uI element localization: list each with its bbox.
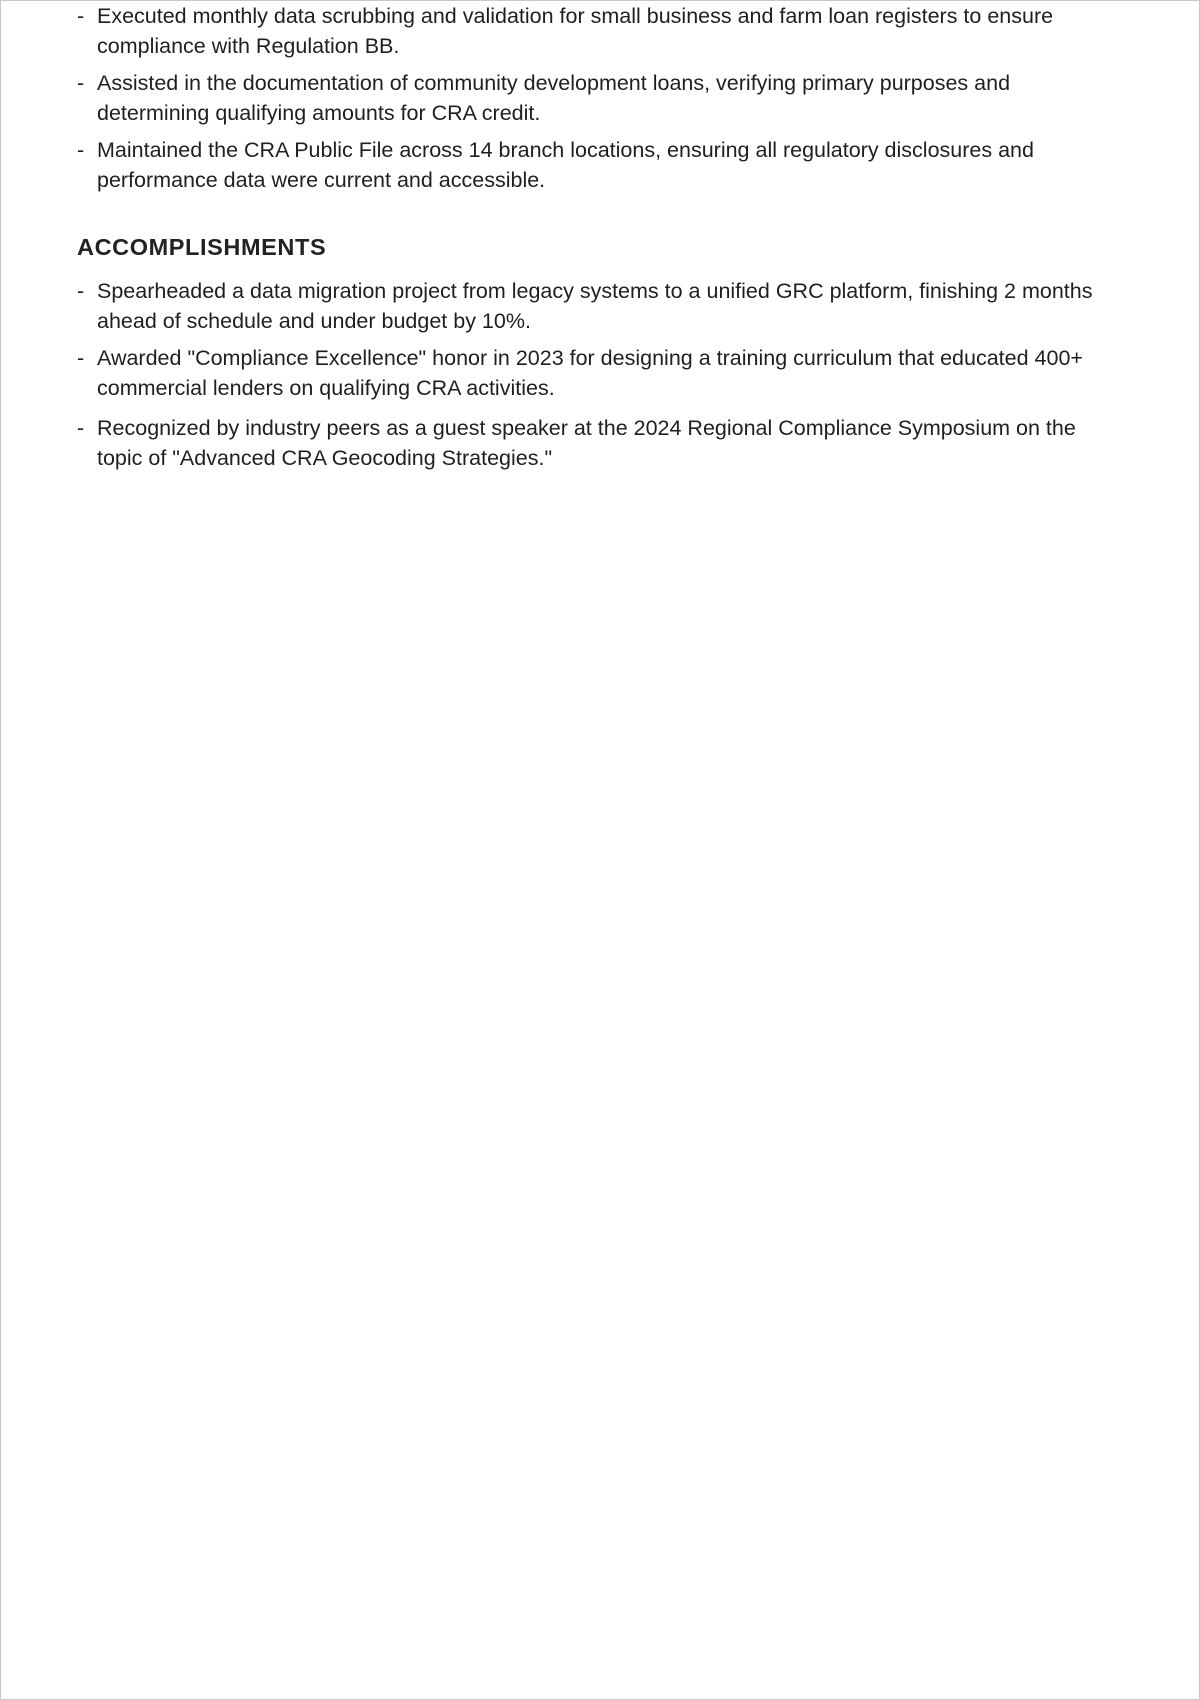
bullet-marker: - <box>77 4 85 28</box>
accomplishments-bullet-list <box>77 276 1127 473</box>
list-item <box>77 68 1127 128</box>
list-item <box>77 413 1127 473</box>
list-item <box>77 343 1127 403</box>
bullet-marker: - <box>77 416 85 440</box>
bullet-text: Executed monthly data scrubbing and validation for small business and farm loan registers to ensure compliance with Regulation BB. <box>97 4 1054 58</box>
bullet-marker: - <box>77 346 85 370</box>
bullet-text: Spearheaded a data migration project from legacy systems to a unified GRC platform, finishing 2 months ahead of schedule and under budget by 10%. <box>97 279 1093 333</box>
list-item <box>77 135 1127 195</box>
bullet-text: Recognized by industry peers as a guest speaker at the 2024 Regional Compliance Symposium on the topic of "Advanced CRA Geocoding Strategies." <box>97 416 1076 470</box>
list-item <box>77 1 1127 61</box>
bullet-text: Awarded "Compliance Excellence" honor in 2023 for designing a training curriculum that educated 400+ commercial lenders on qualifying CRA activities. <box>97 346 1083 400</box>
list-item <box>77 276 1127 336</box>
bullet-marker: - <box>77 138 85 162</box>
experience-bullet-list <box>77 1 1127 195</box>
bullet-marker: - <box>77 71 85 95</box>
bullet-text: Maintained the CRA Public File across 14 branch locations, ensuring all regulatory disclosures and performance data were current and accessible. <box>97 138 1034 192</box>
resume-content <box>77 1 1127 480</box>
accomplishments-heading: ACCOMPLISHMENTS <box>77 234 327 260</box>
bullet-text: Assisted in the documentation of community development loans, verifying primary purposes and determining qualifying amounts for CRA credit. <box>97 71 1011 125</box>
bullet-marker: - <box>77 279 85 303</box>
